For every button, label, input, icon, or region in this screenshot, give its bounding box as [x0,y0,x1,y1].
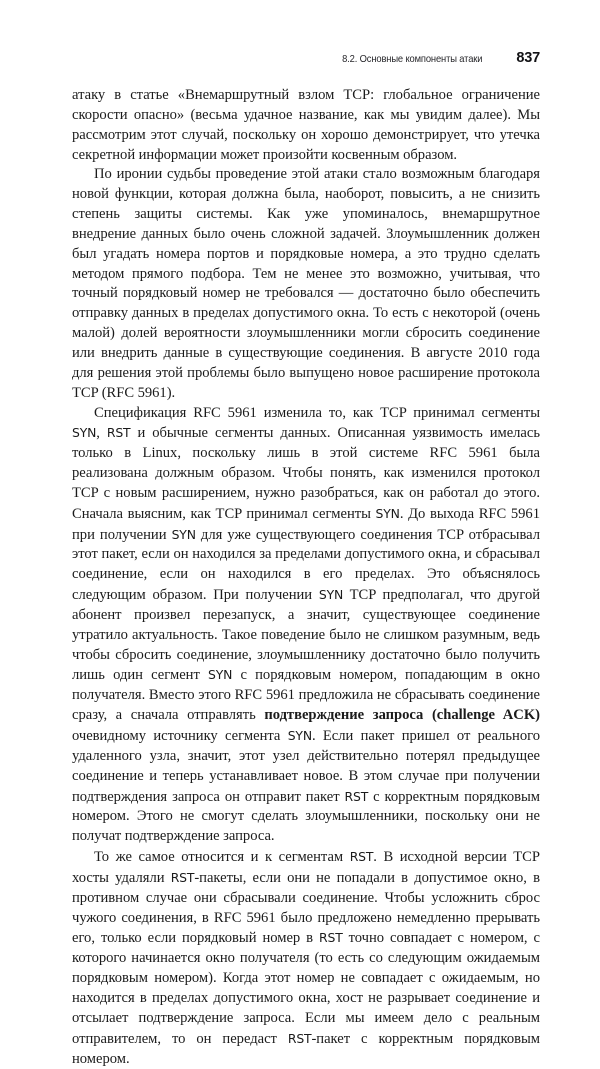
protocol-flag: SYN [208,667,233,683]
paragraph: По иронии судьбы проведение этой атаки стало возможным благодаря новой функции, которая должна была, наоборот, повысить, а не снизить степень защиты системы. Как уже упоминалось, внемаршрутное внедрение данных было очень сложной задачей. Злоумышленник должен был угадать номера портов и порядковые номера, а это трудно сделать методом прямого подбора. Тем не менее это возможно, учитывая, что точный порядковый номер не требовался — достаточно было обеспечить отправку данных в пределах допустимого окна. То есть с некоторой (очень малой) долей вероятности злоумышленники могли сбросить соединение или внедрить данные в существующие соединения. В августе 2010 года для решения этой проблемы было выпущено новое расширение протокола TCP (RFC 5961). [72,166,540,401]
protocol-flag: SYN [72,425,97,441]
protocol-flag: SYN [171,526,196,542]
emphasis-term: подтверждение запроса (challenge ACK) [264,707,540,724]
body-text-column [72,86,540,1069]
protocol-flag: SYN [375,505,400,521]
paragraph: атаку в статье «Внемаршрутный взлом TCP: глобальное ограничение скорости опасно» (весьма удачное название, как мы увидим далее). Мы рассмотрим этот случай, поскольку он хорошо демонстрирует, что утечка секретной информации может произойти косвенным образом. [72,87,540,163]
paragraph: Спецификация RFC 5961 изменила то, как TCP принимал сегменты SYN, RST и обычные сегменты данных. Описанная уязвимость имелась только в Linux, поскольку лишь в этой системе RFC 5961 была реализована должным образом. Чтобы понять, как изменился протокол TCP с новым расширением, нужно разобраться, как он работал до этого. Сначала выясним, как TCP принимал сегменты SYN. До выхода RFC 5961 при получении SYN для уже существующего соединения TCP отбрасывал этот пакет, если он находился за пределами допустимого окна, и сбрасывал соединение, если он находился в его пределах. Это объяснялось следующим образом. При получении SYN TCP предполагал, что другой абонент произвел перезапуск, а значит, существующее соединение утратило актуальность. Такое поведение было не слишком разумным, ведь чтобы сбросить соединение, злоумышленнику достаточно было получить лишь один сегмент SYN с порядковым номером, попадающим в окно получателя. Вместо этого RFC 5961 предложила не сбрасывать соединение сразу, а сначала отправлять подтверждение запроса (challenge ACK) очевидному источнику сегмента SYN. Если пакет пришел от реального удаленного узла, значит, этот узел действительно потерял предыдущее соединение и теперь устанавливает новое. В этом случае при получении подтверждения запроса он отправит пакет RST с корректным порядковым номером. Этого не смогут сделать злоумышленники, поскольку они не получат подтверждение запроса. [72,404,541,845]
protocol-flag: RST [349,849,374,865]
page-number: 837 [516,50,540,66]
protocol-flag: SYN [287,728,312,743]
paragraph: То же самое относится и к сегментам RST. В исходной версии TCP хосты удаляли RST-пакеты, если они не попадали в допустимое окно, в противном случае они сбрасывали соединение. Чтобы усложнить сброс чужого соединения, в RFC 5961 было предложено немедленно прерывать его, только если порядковый номер в RST точно совпадает с номером, с которого начинается окно получателя (то есть со следующим ожидаемым порядковым номером). Когда этот номер не совпадает с ожидаемым, но находится в пределах допустимого окна, хост не разрывает соединение и отсылает подтверждение запроса. Если мы имеем дело с реальным отправителем, то он передаст RST-пакет с корректным порядковым номером. [72,849,540,1067]
running-head [72,50,540,70]
protocol-flag: RST [319,930,343,946]
protocol-flag: RST [106,425,131,441]
protocol-flag: RST [170,869,195,885]
protocol-flag: RST [287,1030,312,1046]
protocol-flag: SYN [318,587,344,603]
protocol-flag: RST [344,788,369,804]
running-head-title: 8.2. Основные компоненты атаки [341,54,482,65]
